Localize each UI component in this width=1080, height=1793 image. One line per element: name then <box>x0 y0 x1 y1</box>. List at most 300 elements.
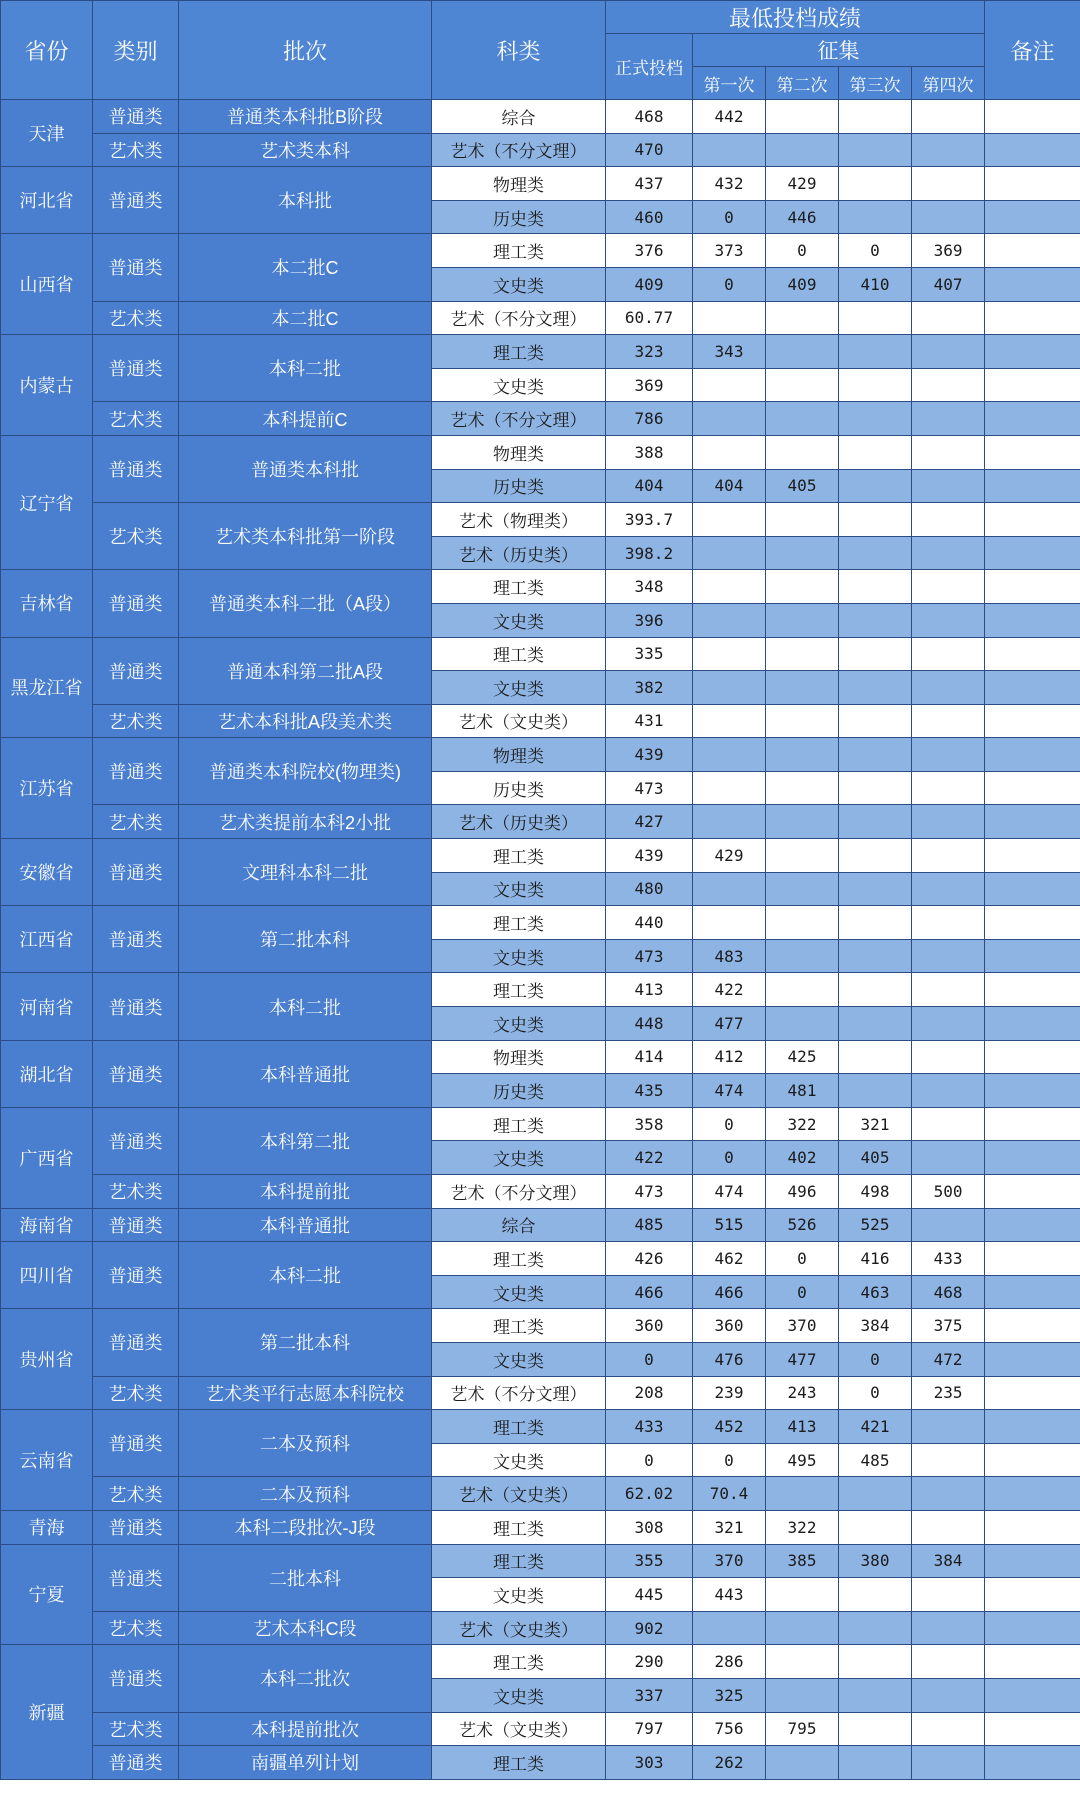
province-cell: 河北省 <box>1 167 93 234</box>
round-4-score-cell <box>912 1208 985 1242</box>
table-row <box>1 1040 1080 1074</box>
round-2-score-cell <box>766 1678 839 1712</box>
round-4-score-cell <box>912 469 985 503</box>
round-4-score-cell <box>912 100 985 134</box>
formal-score-cell: 62.02 <box>606 1477 693 1511</box>
subject-cell: 理工类 <box>432 839 606 873</box>
type-cell: 普通类 <box>93 435 179 502</box>
subject-cell: 物理类 <box>432 435 606 469</box>
note-cell <box>985 1578 1080 1612</box>
round-2-score-cell <box>766 1477 839 1511</box>
formal-score-cell: 308 <box>606 1510 693 1544</box>
round-2-score-cell: 405 <box>766 469 839 503</box>
header-round-1: 第一次 <box>693 67 766 100</box>
round-3-score-cell <box>839 1510 912 1544</box>
round-4-score-cell <box>912 335 985 369</box>
round-4-score-cell <box>912 839 985 873</box>
round-4-score-cell <box>912 1678 985 1712</box>
note-cell <box>985 1410 1080 1444</box>
table-row <box>1 1376 1080 1410</box>
round-2-score-cell: 409 <box>766 267 839 301</box>
type-cell: 艺术类 <box>93 1175 179 1209</box>
subject-cell: 物理类 <box>432 167 606 201</box>
batch-cell: 本科二批 <box>179 1242 432 1309</box>
header-round-2: 第二次 <box>766 67 839 100</box>
round-2-score-cell: 322 <box>766 1107 839 1141</box>
formal-score-cell: 398.2 <box>606 536 693 570</box>
formal-score-cell: 290 <box>606 1645 693 1679</box>
round-2-score-cell <box>766 805 839 839</box>
round-2-score-cell <box>766 738 839 772</box>
round-2-score-cell <box>766 368 839 402</box>
round-3-score-cell <box>839 435 912 469</box>
round-1-score-cell <box>693 570 766 604</box>
subject-cell: 文史类 <box>432 1141 606 1175</box>
subject-cell: 理工类 <box>432 1510 606 1544</box>
round-3-score-cell <box>839 1477 912 1511</box>
batch-cell: 艺术类本科 <box>179 133 432 167</box>
round-2-score-cell: 370 <box>766 1309 839 1343</box>
round-3-score-cell <box>839 1678 912 1712</box>
round-2-score-cell: 477 <box>766 1342 839 1376</box>
round-1-score-cell: 412 <box>693 1040 766 1074</box>
round-2-score-cell: 526 <box>766 1208 839 1242</box>
formal-score-cell: 902 <box>606 1611 693 1645</box>
subject-cell: 艺术（不分文理） <box>432 1376 606 1410</box>
subject-cell: 理工类 <box>432 1242 606 1276</box>
round-3-score-cell: 525 <box>839 1208 912 1242</box>
round-1-score-cell: 343 <box>693 335 766 369</box>
round-2-score-cell: 0 <box>766 1275 839 1309</box>
round-3-score-cell <box>839 1712 912 1746</box>
round-3-score-cell <box>839 1007 912 1041</box>
table-header <box>1 1 1080 100</box>
round-3-score-cell <box>839 469 912 503</box>
round-2-score-cell <box>766 1611 839 1645</box>
formal-score-cell: 435 <box>606 1074 693 1108</box>
round-3-score-cell: 410 <box>839 267 912 301</box>
province-cell: 广西省 <box>1 1107 93 1208</box>
round-4-score-cell <box>912 200 985 234</box>
formal-score-cell: 348 <box>606 570 693 604</box>
formal-score-cell: 439 <box>606 738 693 772</box>
subject-cell: 历史类 <box>432 200 606 234</box>
round-1-score-cell <box>693 435 766 469</box>
note-cell <box>985 1712 1080 1746</box>
round-4-score-cell <box>912 368 985 402</box>
batch-cell: 普通类本科二批（A段） <box>179 570 432 637</box>
note-cell <box>985 1040 1080 1074</box>
round-2-score-cell <box>766 503 839 537</box>
type-cell: 普通类 <box>93 570 179 637</box>
header-type: 类别 <box>93 1 179 100</box>
round-4-score-cell <box>912 1443 985 1477</box>
round-2-score-cell <box>766 402 839 436</box>
formal-score-cell: 404 <box>606 469 693 503</box>
round-3-score-cell: 498 <box>839 1175 912 1209</box>
table-row <box>1 167 1080 201</box>
round-4-score-cell <box>912 771 985 805</box>
formal-score-cell: 473 <box>606 939 693 973</box>
formal-score-cell: 439 <box>606 839 693 873</box>
round-4-score-cell: 407 <box>912 267 985 301</box>
round-3-score-cell: 0 <box>839 1376 912 1410</box>
round-1-score-cell <box>693 704 766 738</box>
subject-cell: 理工类 <box>432 335 606 369</box>
round-3-score-cell <box>839 368 912 402</box>
subject-cell: 文史类 <box>432 1578 606 1612</box>
subject-cell: 艺术（物理类） <box>432 503 606 537</box>
province-cell: 山西省 <box>1 234 93 335</box>
round-2-score-cell <box>766 973 839 1007</box>
note-cell <box>985 402 1080 436</box>
round-3-score-cell <box>839 1746 912 1780</box>
round-3-score-cell: 0 <box>839 234 912 268</box>
formal-score-cell: 473 <box>606 771 693 805</box>
round-2-score-cell: 413 <box>766 1410 839 1444</box>
note-cell <box>985 738 1080 772</box>
formal-score-cell: 409 <box>606 267 693 301</box>
round-1-score-cell: 373 <box>693 234 766 268</box>
formal-score-cell: 427 <box>606 805 693 839</box>
round-4-score-cell <box>912 1107 985 1141</box>
round-4-score-cell <box>912 603 985 637</box>
province-cell: 宁夏 <box>1 1544 93 1645</box>
subject-cell: 艺术（文史类） <box>432 1611 606 1645</box>
formal-score-cell: 485 <box>606 1208 693 1242</box>
round-3-score-cell <box>839 200 912 234</box>
formal-score-cell: 360 <box>606 1309 693 1343</box>
formal-score-cell: 440 <box>606 906 693 940</box>
note-cell <box>985 771 1080 805</box>
round-4-score-cell <box>912 939 985 973</box>
type-cell: 普通类 <box>93 1510 179 1544</box>
subject-cell: 物理类 <box>432 738 606 772</box>
round-4-score-cell: 433 <box>912 1242 985 1276</box>
round-4-score-cell <box>912 671 985 705</box>
table-row <box>1 1410 1080 1444</box>
table-row <box>1 805 1080 839</box>
type-cell: 艺术类 <box>93 301 179 335</box>
round-1-score-cell: 476 <box>693 1342 766 1376</box>
note-cell <box>985 939 1080 973</box>
note-cell <box>985 1510 1080 1544</box>
note-cell <box>985 1074 1080 1108</box>
batch-cell: 本科二批 <box>179 335 432 402</box>
note-cell <box>985 267 1080 301</box>
province-cell: 四川省 <box>1 1242 93 1309</box>
province-cell: 内蒙古 <box>1 335 93 436</box>
table-row <box>1 402 1080 436</box>
subject-cell: 综合 <box>432 100 606 134</box>
formal-score-cell: 786 <box>606 402 693 436</box>
batch-cell: 普通类本科批B阶段 <box>179 100 432 134</box>
subject-cell: 理工类 <box>432 906 606 940</box>
batch-cell: 本科提前批次 <box>179 1712 432 1746</box>
subject-cell: 历史类 <box>432 771 606 805</box>
batch-cell: 本科批 <box>179 167 432 234</box>
type-cell: 普通类 <box>93 1410 179 1477</box>
table-row <box>1 1645 1080 1679</box>
province-cell: 辽宁省 <box>1 435 93 569</box>
batch-cell: 普通本科第二批A段 <box>179 637 432 704</box>
round-1-score-cell <box>693 738 766 772</box>
subject-cell: 文史类 <box>432 1342 606 1376</box>
batch-cell: 普通类本科院校(物理类) <box>179 738 432 805</box>
round-1-score-cell: 0 <box>693 1443 766 1477</box>
round-4-score-cell <box>912 1007 985 1041</box>
round-1-score-cell <box>693 906 766 940</box>
round-3-score-cell <box>839 301 912 335</box>
round-3-score-cell: 405 <box>839 1141 912 1175</box>
formal-score-cell: 448 <box>606 1007 693 1041</box>
table-row <box>1 503 1080 537</box>
subject-cell: 理工类 <box>432 1746 606 1780</box>
round-1-score-cell: 360 <box>693 1309 766 1343</box>
round-2-score-cell <box>766 570 839 604</box>
round-3-score-cell <box>839 738 912 772</box>
round-2-score-cell: 495 <box>766 1443 839 1477</box>
formal-score-cell: 208 <box>606 1376 693 1410</box>
round-4-score-cell <box>912 301 985 335</box>
formal-score-cell: 431 <box>606 704 693 738</box>
note-cell <box>985 1645 1080 1679</box>
subject-cell: 历史类 <box>432 1074 606 1108</box>
formal-score-cell: 413 <box>606 973 693 1007</box>
round-2-score-cell <box>766 1746 839 1780</box>
type-cell: 艺术类 <box>93 704 179 738</box>
formal-score-cell: 473 <box>606 1175 693 1209</box>
formal-score-cell: 369 <box>606 368 693 402</box>
round-3-score-cell <box>839 603 912 637</box>
round-1-score-cell <box>693 301 766 335</box>
round-3-score-cell: 421 <box>839 1410 912 1444</box>
note-cell <box>985 435 1080 469</box>
province-cell: 云南省 <box>1 1410 93 1511</box>
round-2-score-cell: 322 <box>766 1510 839 1544</box>
header-subject: 科类 <box>432 1 606 100</box>
note-cell <box>985 1477 1080 1511</box>
round-1-score-cell <box>693 671 766 705</box>
round-1-score-cell: 515 <box>693 1208 766 1242</box>
batch-cell: 本科普通批 <box>179 1040 432 1107</box>
subject-cell: 艺术（历史类） <box>432 536 606 570</box>
formal-score-cell: 437 <box>606 167 693 201</box>
formal-score-cell: 358 <box>606 1107 693 1141</box>
round-3-score-cell: 416 <box>839 1242 912 1276</box>
note-cell <box>985 906 1080 940</box>
subject-cell: 文史类 <box>432 603 606 637</box>
round-2-score-cell <box>766 839 839 873</box>
table-row <box>1 301 1080 335</box>
type-cell: 普通类 <box>93 1242 179 1309</box>
table-row <box>1 100 1080 134</box>
formal-score-cell: 396 <box>606 603 693 637</box>
note-cell <box>985 671 1080 705</box>
round-3-score-cell <box>839 335 912 369</box>
round-4-score-cell <box>912 1611 985 1645</box>
round-3-score-cell <box>839 536 912 570</box>
formal-score-cell: 466 <box>606 1275 693 1309</box>
round-1-score-cell: 422 <box>693 973 766 1007</box>
note-cell <box>985 503 1080 537</box>
round-4-score-cell: 468 <box>912 1275 985 1309</box>
table-row <box>1 839 1080 873</box>
batch-cell: 第二批本科 <box>179 1309 432 1376</box>
subject-cell: 艺术（历史类） <box>432 805 606 839</box>
formal-score-cell: 422 <box>606 1141 693 1175</box>
formal-score-cell: 335 <box>606 637 693 671</box>
formal-score-cell: 468 <box>606 100 693 134</box>
round-1-score-cell: 70.4 <box>693 1477 766 1511</box>
table-row <box>1 435 1080 469</box>
batch-cell: 本二批C <box>179 234 432 301</box>
subject-cell: 理工类 <box>432 637 606 671</box>
type-cell: 艺术类 <box>93 503 179 570</box>
formal-score-cell: 0 <box>606 1443 693 1477</box>
subject-cell: 文史类 <box>432 1443 606 1477</box>
province-cell: 吉林省 <box>1 570 93 637</box>
table-row <box>1 1309 1080 1343</box>
province-cell: 天津 <box>1 100 93 167</box>
note-cell <box>985 301 1080 335</box>
round-3-score-cell <box>839 637 912 671</box>
note-cell <box>985 100 1080 134</box>
note-cell <box>985 973 1080 1007</box>
header-solicit: 征集 <box>693 34 985 67</box>
formal-score-cell: 337 <box>606 1678 693 1712</box>
round-4-score-cell <box>912 704 985 738</box>
header-note: 备注 <box>985 1 1080 100</box>
round-1-score-cell: 239 <box>693 1376 766 1410</box>
round-1-score-cell: 466 <box>693 1275 766 1309</box>
batch-cell: 本科普通批 <box>179 1208 432 1242</box>
formal-score-cell: 480 <box>606 872 693 906</box>
round-4-score-cell <box>912 402 985 436</box>
round-4-score-cell <box>912 1141 985 1175</box>
round-3-score-cell <box>839 805 912 839</box>
type-cell: 普通类 <box>93 1544 179 1611</box>
subject-cell: 文史类 <box>432 1275 606 1309</box>
batch-cell: 艺术类平行志愿本科院校 <box>179 1376 432 1410</box>
round-3-score-cell: 463 <box>839 1275 912 1309</box>
round-2-score-cell <box>766 100 839 134</box>
subject-cell: 理工类 <box>432 973 606 1007</box>
round-1-score-cell: 0 <box>693 200 766 234</box>
note-cell <box>985 1208 1080 1242</box>
round-3-score-cell <box>839 503 912 537</box>
batch-cell: 本科二段批次-J段 <box>179 1510 432 1544</box>
round-4-score-cell <box>912 1712 985 1746</box>
round-2-score-cell: 429 <box>766 167 839 201</box>
formal-score-cell: 460 <box>606 200 693 234</box>
province-cell: 黑龙江省 <box>1 637 93 738</box>
subject-cell: 艺术（不分文理） <box>432 1175 606 1209</box>
round-1-score-cell: 286 <box>693 1645 766 1679</box>
table-row <box>1 1746 1080 1780</box>
note-cell <box>985 637 1080 671</box>
round-1-score-cell <box>693 637 766 671</box>
round-3-score-cell <box>839 872 912 906</box>
round-4-score-cell <box>912 738 985 772</box>
note-cell <box>985 805 1080 839</box>
round-2-score-cell <box>766 872 839 906</box>
table-row <box>1 738 1080 772</box>
subject-cell: 文史类 <box>432 671 606 705</box>
round-1-score-cell: 474 <box>693 1074 766 1108</box>
round-2-score-cell: 385 <box>766 1544 839 1578</box>
formal-score-cell: 376 <box>606 234 693 268</box>
table-row <box>1 570 1080 604</box>
batch-cell: 南疆单列计划 <box>179 1746 432 1780</box>
subject-cell: 艺术（文史类） <box>432 1477 606 1511</box>
type-cell: 艺术类 <box>93 402 179 436</box>
table-row <box>1 1477 1080 1511</box>
round-3-score-cell <box>839 906 912 940</box>
round-1-score-cell <box>693 368 766 402</box>
subject-cell: 物理类 <box>432 1040 606 1074</box>
round-4-score-cell <box>912 435 985 469</box>
round-3-score-cell <box>839 167 912 201</box>
note-cell <box>985 1376 1080 1410</box>
round-1-score-cell <box>693 133 766 167</box>
type-cell: 普通类 <box>93 973 179 1040</box>
note-cell <box>985 167 1080 201</box>
round-2-score-cell <box>766 906 839 940</box>
round-2-score-cell: 402 <box>766 1141 839 1175</box>
round-4-score-cell: 369 <box>912 234 985 268</box>
round-1-score-cell <box>693 603 766 637</box>
subject-cell: 理工类 <box>432 1645 606 1679</box>
batch-cell: 本科提前C <box>179 402 432 436</box>
round-4-score-cell: 235 <box>912 1376 985 1410</box>
round-1-score-cell <box>693 872 766 906</box>
round-1-score-cell: 0 <box>693 1141 766 1175</box>
table-row <box>1 133 1080 167</box>
round-1-score-cell: 429 <box>693 839 766 873</box>
round-3-score-cell <box>839 1611 912 1645</box>
province-cell: 海南省 <box>1 1208 93 1242</box>
round-3-score-cell <box>839 1578 912 1612</box>
round-2-score-cell <box>766 704 839 738</box>
round-2-score-cell <box>766 771 839 805</box>
round-4-score-cell: 384 <box>912 1544 985 1578</box>
batch-cell: 艺术类提前本科2小批 <box>179 805 432 839</box>
batch-cell: 本科二批次 <box>179 1645 432 1712</box>
subject-cell: 综合 <box>432 1208 606 1242</box>
subject-cell: 文史类 <box>432 1007 606 1041</box>
round-1-score-cell: 432 <box>693 167 766 201</box>
formal-score-cell: 0 <box>606 1342 693 1376</box>
round-1-score-cell: 452 <box>693 1410 766 1444</box>
round-1-score-cell: 262 <box>693 1746 766 1780</box>
round-3-score-cell <box>839 402 912 436</box>
round-3-score-cell <box>839 973 912 1007</box>
province-cell: 青海 <box>1 1510 93 1544</box>
header-round-3: 第三次 <box>839 67 912 100</box>
note-cell <box>985 469 1080 503</box>
type-cell: 普通类 <box>93 1107 179 1174</box>
round-3-score-cell <box>839 1040 912 1074</box>
table-row <box>1 335 1080 369</box>
batch-cell: 文理科本科二批 <box>179 839 432 906</box>
note-cell <box>985 1275 1080 1309</box>
round-1-score-cell: 756 <box>693 1712 766 1746</box>
table-row <box>1 1208 1080 1242</box>
subject-cell: 理工类 <box>432 1107 606 1141</box>
note-cell <box>985 570 1080 604</box>
round-3-score-cell <box>839 671 912 705</box>
